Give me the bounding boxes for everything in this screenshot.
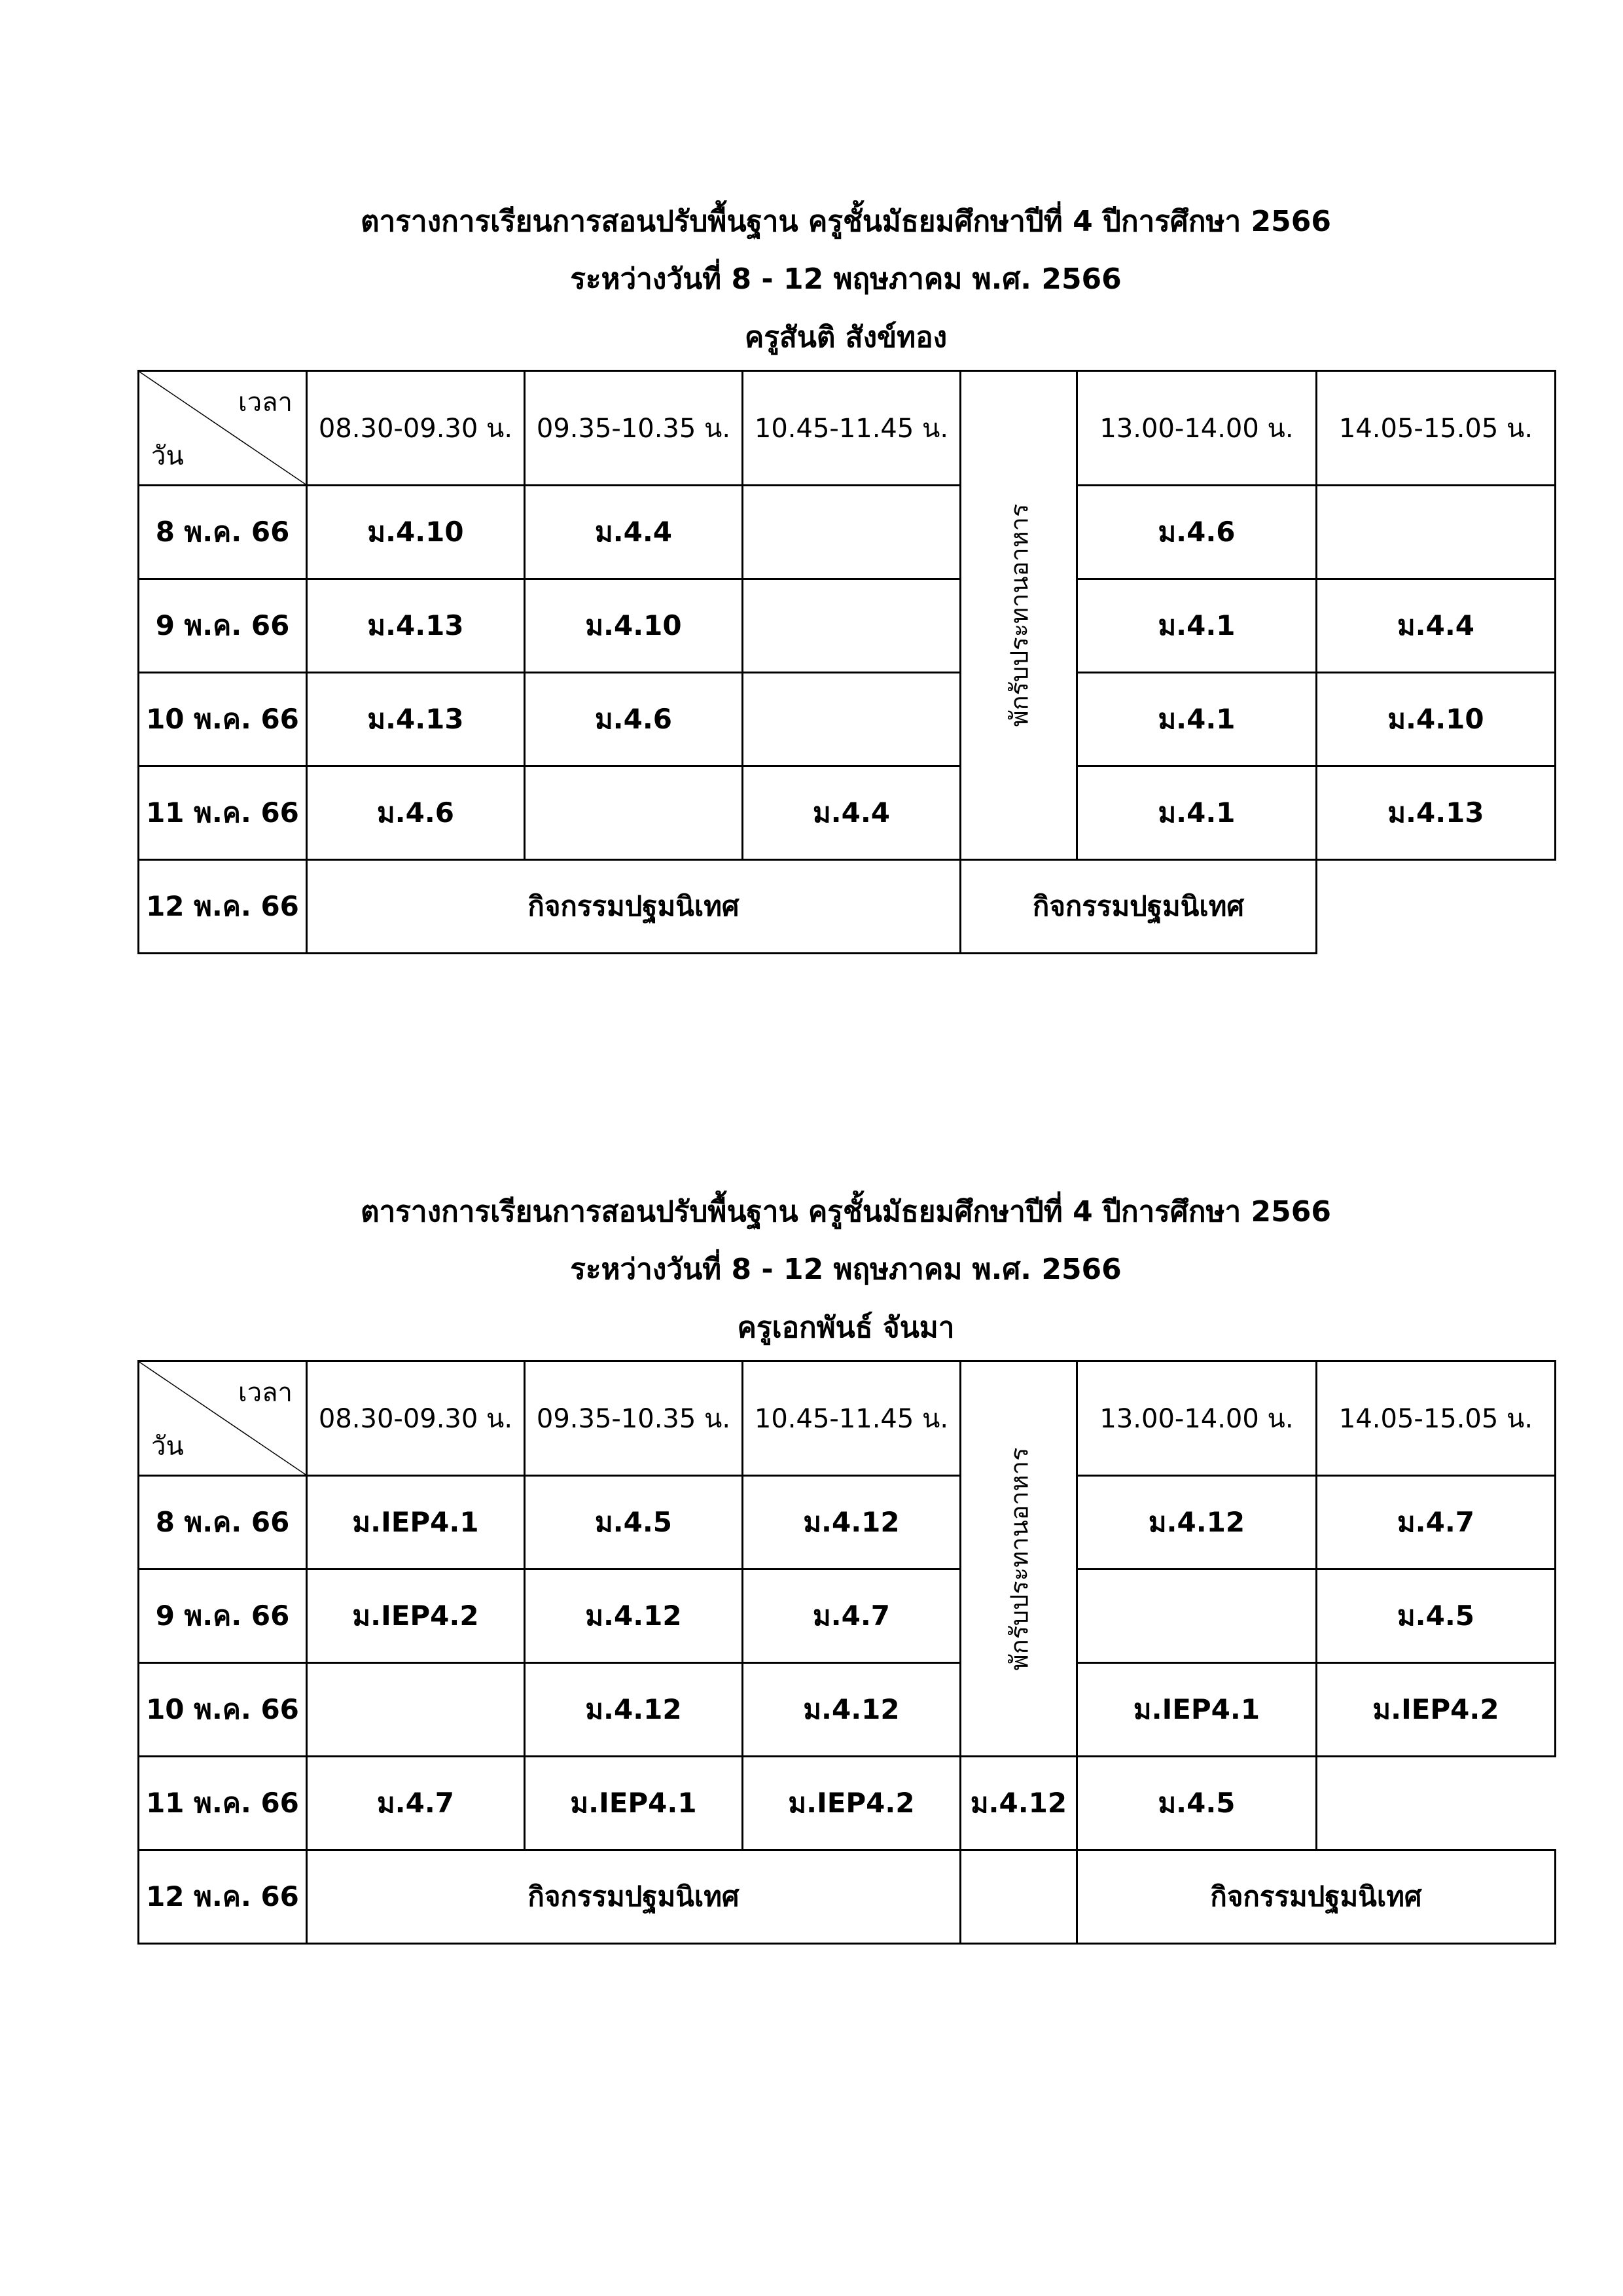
orientation-activity-afternoon: กิจกรรมปฐมนิเทศ xyxy=(961,860,1317,954)
time-slot-header: 08.30-09.30 น. xyxy=(307,371,525,486)
corner-time-label: เวลา xyxy=(238,1378,293,1408)
orientation-activity-morning: กิจกรรมปฐมนิเทศ xyxy=(307,860,961,954)
class-cell: ม.4.4 xyxy=(525,486,743,579)
class-cell xyxy=(743,579,961,673)
corner-time-label: เวลา xyxy=(238,387,293,418)
teacher-name: ครูสันติ สังข์ทอง xyxy=(744,321,948,354)
schedule-title: ตารางการเรียนการสอนปรับพื้นฐาน ครูชั้นมัธยมศึกษาปีที่ 4 ปีการศึกษา 2566 xyxy=(360,1195,1331,1229)
time-slot-header: 10.45-11.45 น. xyxy=(743,371,961,486)
class-cell xyxy=(1077,1570,1317,1663)
lunch-break-cell xyxy=(961,1361,1077,1757)
schedule-section-2 xyxy=(137,1183,1554,1945)
class-cell: ม.4.6 xyxy=(1077,486,1317,579)
lunch-break-label: พักรับประทานอาหาร xyxy=(1005,1447,1033,1670)
time-slot-header: 10.45-11.45 น. xyxy=(743,1361,961,1476)
class-cell: ม.4.5 xyxy=(1077,1757,1317,1850)
table-row xyxy=(139,860,1556,954)
table-row xyxy=(139,673,1556,766)
class-cell: ม.IEP4.2 xyxy=(1317,1663,1556,1757)
class-cell xyxy=(743,673,961,766)
class-cell: ม.4.10 xyxy=(307,486,525,579)
day-label: 10 พ.ค. 66 xyxy=(139,673,307,766)
time-slot-header: 13.00-14.00 น. xyxy=(1077,1361,1317,1476)
table-row xyxy=(139,1663,1556,1757)
table-row xyxy=(139,579,1556,673)
schedule-period: ระหว่างวันที่ 8 - 12 พฤษภาคม พ.ศ. 2566 xyxy=(570,262,1122,296)
lunch-break-label: พักรับประทานอาหาร xyxy=(1005,503,1033,727)
class-cell: ม.4.13 xyxy=(307,673,525,766)
class-cell: ม.4.12 xyxy=(1077,1476,1317,1570)
class-cell: ม.4.12 xyxy=(743,1663,961,1757)
class-cell: ม.4.6 xyxy=(307,766,525,860)
class-cell xyxy=(307,1663,525,1757)
class-cell: ม.IEP4.1 xyxy=(1077,1663,1317,1757)
day-label: 9 พ.ค. 66 xyxy=(139,579,307,673)
table-row xyxy=(139,1757,1556,1850)
schedule-title: ตารางการเรียนการสอนปรับพื้นฐาน ครูชั้นมัธยมศึกษาปีที่ 4 ปีการศึกษา 2566 xyxy=(360,205,1331,238)
class-cell: ม.IEP4.2 xyxy=(307,1570,525,1663)
class-cell: ม.IEP4.1 xyxy=(307,1476,525,1570)
header-row xyxy=(139,371,1556,486)
table-row xyxy=(139,1570,1556,1663)
corner-day-label: วัน xyxy=(151,441,184,471)
class-cell: ม.4.1 xyxy=(1077,766,1317,860)
time-slot-header: 08.30-09.30 น. xyxy=(307,1361,525,1476)
class-cell xyxy=(525,766,743,860)
class-cell: ม.4.13 xyxy=(1317,766,1556,860)
day-label: 8 พ.ค. 66 xyxy=(139,1476,307,1570)
time-slot-header: 09.35-10.35 น. xyxy=(525,371,743,486)
day-label: 8 พ.ค. 66 xyxy=(139,486,307,579)
class-cell: ม.IEP4.2 xyxy=(743,1757,961,1850)
class-cell: ม.4.12 xyxy=(525,1570,743,1663)
class-cell: ม.4.10 xyxy=(525,579,743,673)
class-cell xyxy=(1317,486,1556,579)
corner-cell xyxy=(139,1361,307,1476)
class-cell: ม.4.12 xyxy=(743,1476,961,1570)
header-row xyxy=(139,1361,1556,1476)
day-label: 11 พ.ค. 66 xyxy=(139,1757,307,1850)
schedule-period: ระหว่างวันที่ 8 - 12 พฤษภาคม พ.ศ. 2566 xyxy=(570,1253,1122,1286)
corner-day-label: วัน xyxy=(151,1431,184,1462)
schedule-section-1 xyxy=(137,193,1554,954)
lunch-break-cell xyxy=(961,371,1077,860)
orientation-activity-morning: กิจกรรมปฐมนิเทศ xyxy=(307,1850,961,1944)
class-cell: ม.4.6 xyxy=(525,673,743,766)
class-cell: ม.4.1 xyxy=(1077,673,1317,766)
class-cell: ม.4.10 xyxy=(1317,673,1556,766)
lunch-empty-cell xyxy=(961,1850,1077,1944)
day-label: 9 พ.ค. 66 xyxy=(139,1570,307,1663)
table-row xyxy=(139,1476,1556,1570)
timetable xyxy=(137,1360,1556,1945)
orientation-activity-afternoon: กิจกรรมปฐมนิเทศ xyxy=(1077,1850,1556,1944)
table-row xyxy=(139,486,1556,579)
time-slot-header: 13.00-14.00 น. xyxy=(1077,371,1317,486)
day-label: 12 พ.ค. 66 xyxy=(139,860,307,954)
time-slot-header: 14.05-15.05 น. xyxy=(1317,371,1556,486)
time-slot-header: 14.05-15.05 น. xyxy=(1317,1361,1556,1476)
class-cell: ม.4.4 xyxy=(1317,579,1556,673)
day-label: 10 พ.ค. 66 xyxy=(139,1663,307,1757)
schedule-header xyxy=(137,1183,1554,1360)
corner-cell xyxy=(139,371,307,486)
time-slot-header: 09.35-10.35 น. xyxy=(525,1361,743,1476)
class-cell: ม.4.5 xyxy=(1317,1570,1556,1663)
class-cell: ม.IEP4.1 xyxy=(525,1757,743,1850)
schedule-header xyxy=(137,193,1554,370)
class-cell: ม.4.4 xyxy=(743,766,961,860)
class-cell: ม.4.7 xyxy=(307,1757,525,1850)
class-cell: ม.4.1 xyxy=(1077,579,1317,673)
class-cell: ม.4.13 xyxy=(307,579,525,673)
day-label: 11 พ.ค. 66 xyxy=(139,766,307,860)
class-cell: ม.4.7 xyxy=(1317,1476,1556,1570)
class-cell: ม.4.12 xyxy=(525,1663,743,1757)
class-cell: ม.4.5 xyxy=(525,1476,743,1570)
timetable xyxy=(137,370,1556,954)
day-label: 12 พ.ค. 66 xyxy=(139,1850,307,1944)
teacher-name: ครูเอกพันธ์ จันมา xyxy=(737,1311,955,1344)
table-row xyxy=(139,766,1556,860)
class-cell: ม.4.12 xyxy=(961,1757,1077,1850)
class-cell: ม.4.7 xyxy=(743,1570,961,1663)
table-row xyxy=(139,1850,1556,1944)
class-cell xyxy=(743,486,961,579)
